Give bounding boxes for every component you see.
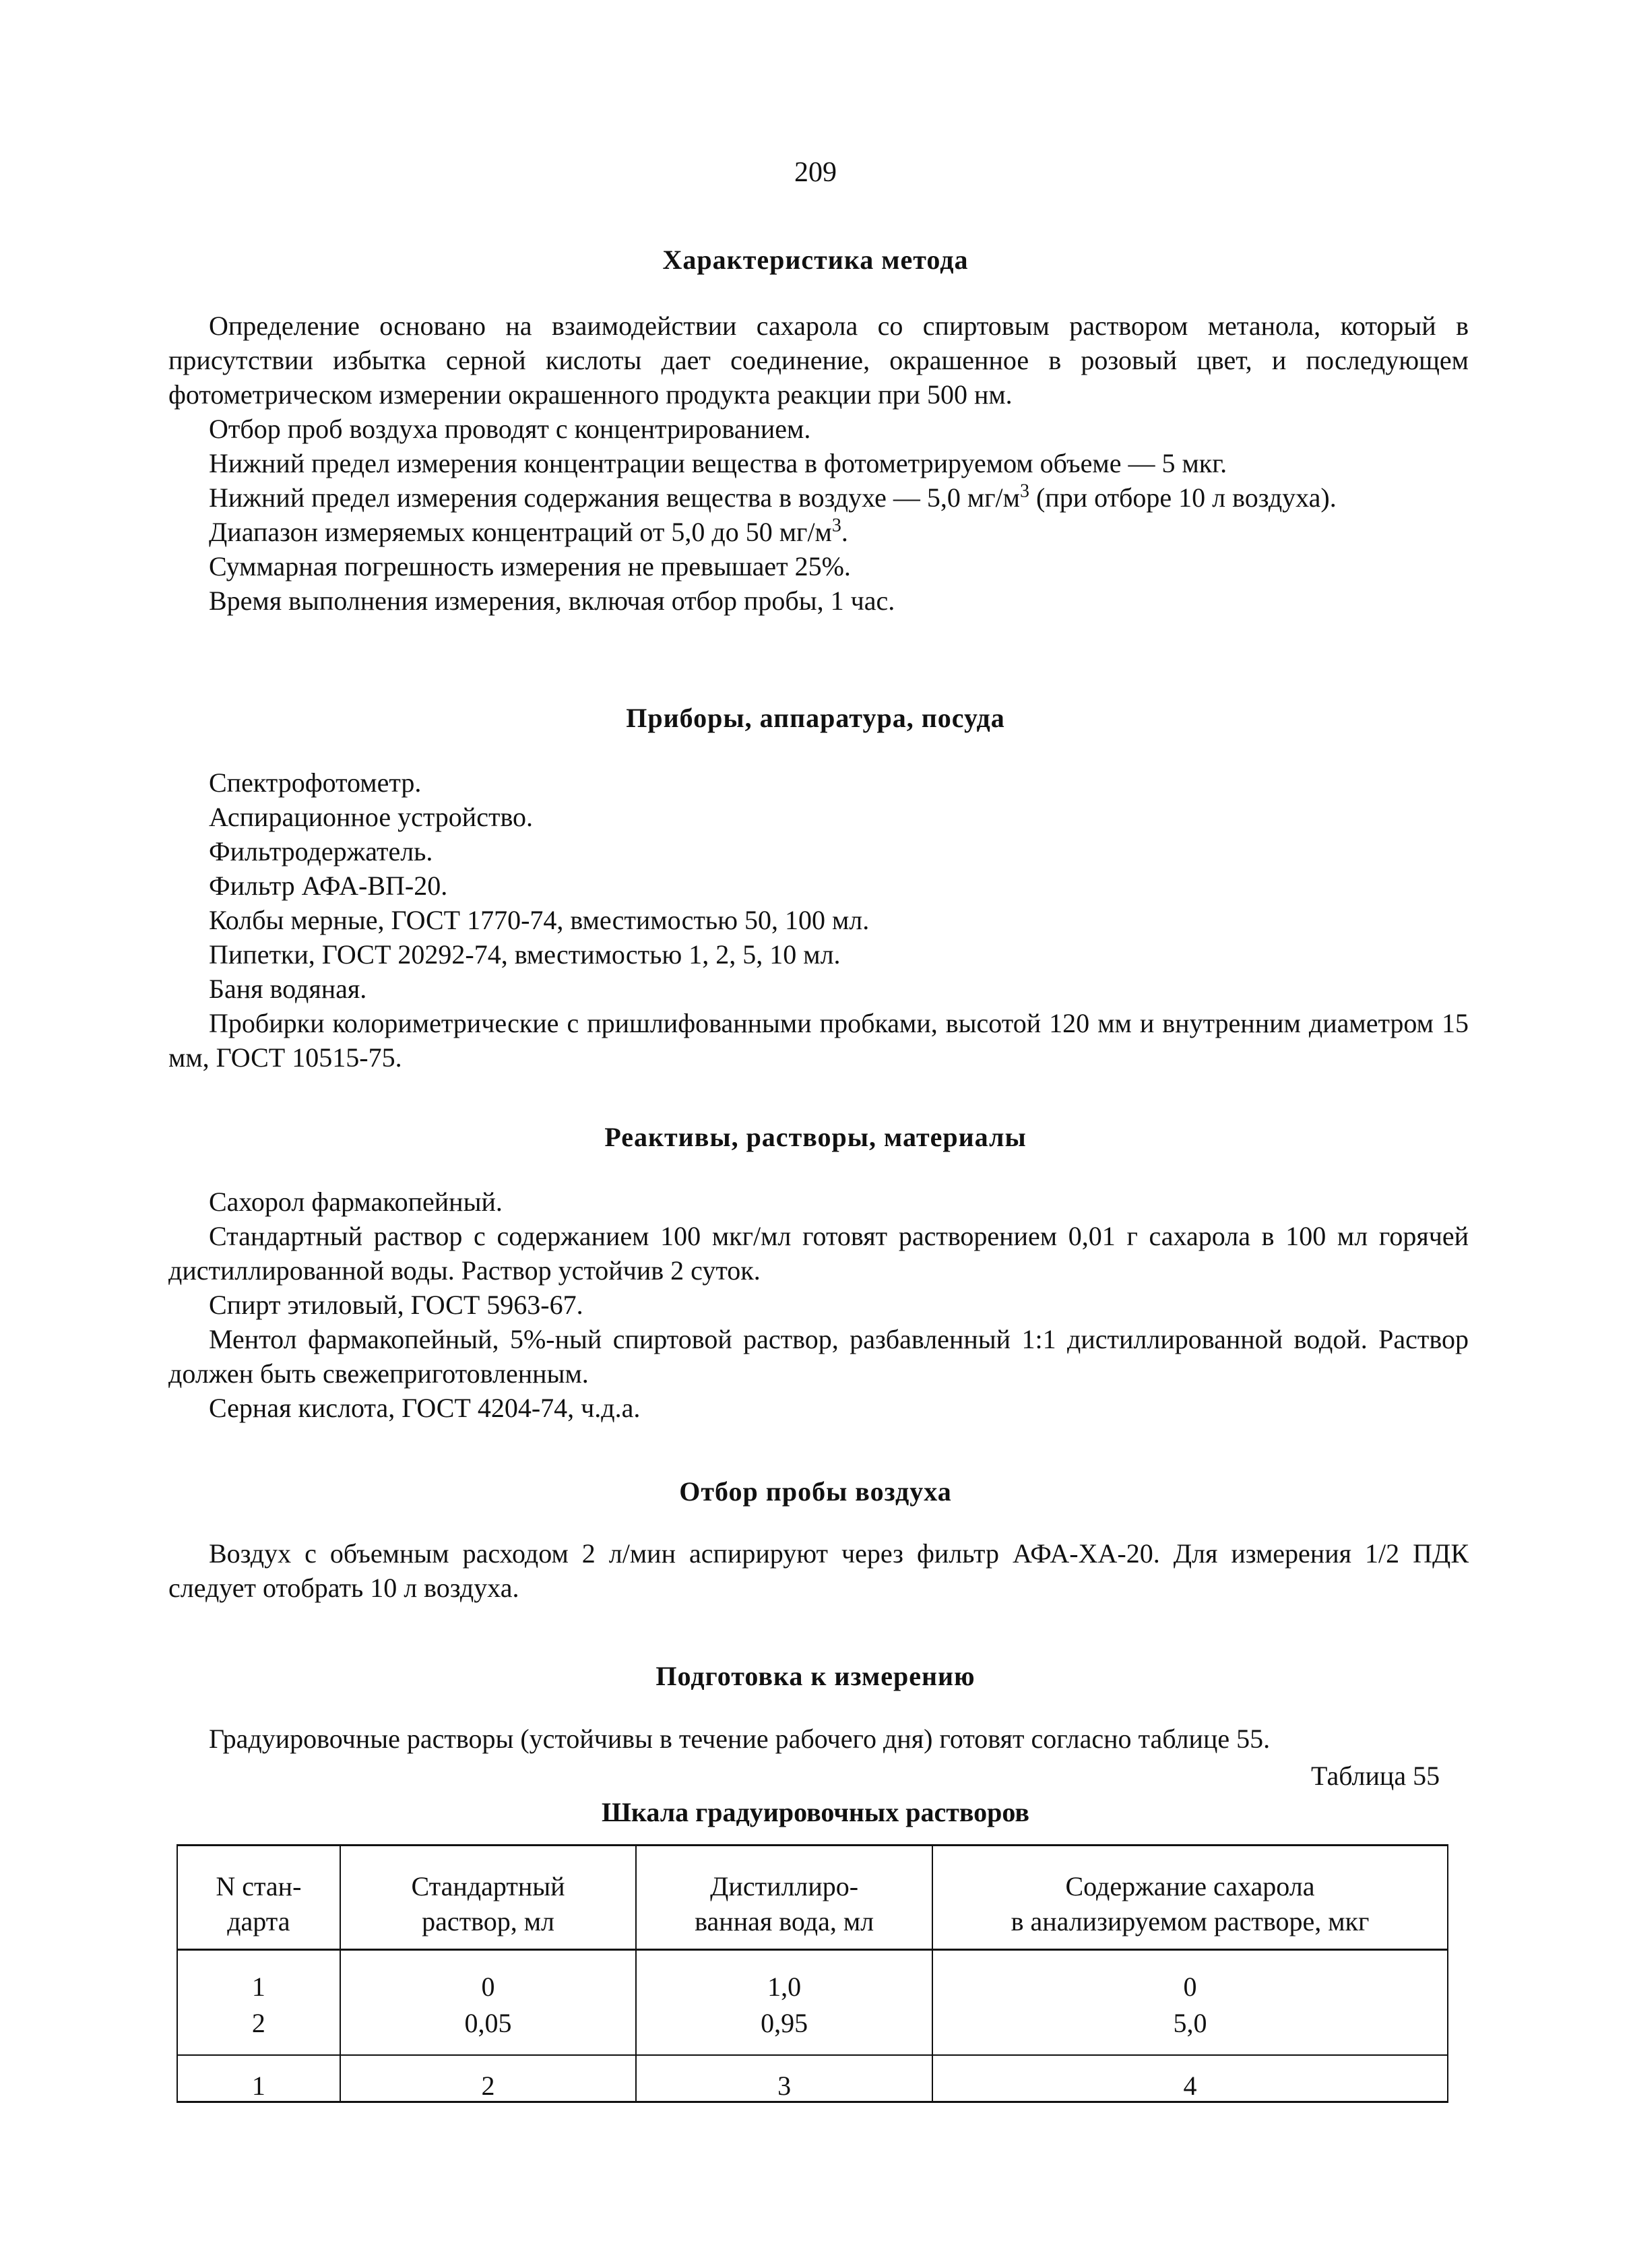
list-item: Пробирки колориметрические с пришлифованными пробками, высотой 120 мм и внутренним диаметром 15 мм, ГОСТ 10515-75. <box>168 1008 1469 1073</box>
paragraph: Воздух с объемным расходом 2 л/мин аспирируют через фильтр АФА-ХА-20. Для измерения 1/2 ПДК следует отобрать 10 л воздуха. <box>168 1538 1469 1603</box>
page-number: 209 <box>794 157 837 188</box>
table-caption: Таблица 55 <box>1311 1761 1440 1791</box>
list-item: Аспирационное устройство. <box>209 802 534 832</box>
list-item: Пипетки, ГОСТ 20292-74, вместимостью 1, 2, 5, 10 мл. <box>209 939 841 970</box>
reagents-list <box>168 1185 1469 1425</box>
header-sucrose-content: Содержание сахарола в анализируемом растворе, мкг <box>932 1846 1448 1950</box>
table-cell: 1,0 <box>636 1950 932 2006</box>
table-cell: 5,0 <box>932 2005 1448 2055</box>
superscript: 3 <box>831 515 841 536</box>
table-cell: 0,05 <box>340 2005 637 2055</box>
text: Нижний предел измерения содержания вещества в воздухе — 5,0 мг/м <box>209 482 1020 513</box>
list-item: Спирт этиловый, ГОСТ 5963-67. <box>209 1290 583 1320</box>
section-heading-equipment: Приборы, аппаратура, посуда <box>626 703 1005 733</box>
paragraph <box>168 515 1469 549</box>
superscript: 3 <box>1019 480 1029 502</box>
preparation-text <box>168 1722 1469 1756</box>
table-row <box>177 2005 1448 2055</box>
paragraph <box>168 480 1469 515</box>
table-cell: 0 <box>932 1950 1448 2006</box>
text: (при отборе 10 л воздуха). <box>1029 482 1337 513</box>
list-item: Ментол фармакопейный, 5%-ный спиртовой раствор, разбавленный 1:1 дистиллированной водой. Раствор должен быть свежеприготовленным. <box>168 1324 1469 1389</box>
paragraph: Нижний предел измерения концентрации вещества в фотометрируемом объеме — 5 мкг. <box>209 448 1227 478</box>
column-number: 3 <box>636 2055 932 2102</box>
table-cell: 2 <box>177 2005 340 2055</box>
column-number: 4 <box>932 2055 1448 2102</box>
column-number-row <box>177 2055 1448 2102</box>
list-item: Фильтр АФА-ВП-20. <box>209 871 448 901</box>
paragraph: Суммарная погрешность измерения не превышает 25%. <box>209 551 851 581</box>
section-heading-air-sampling: Отбор пробы воздуха <box>679 1476 952 1507</box>
list-item: Фильтродержатель. <box>209 836 433 867</box>
table-title: Шкала градуировочных растворов <box>601 1797 1030 1827</box>
table-cell: 0 <box>340 1950 637 2006</box>
table-row <box>177 1950 1448 2006</box>
method-description <box>168 309 1469 618</box>
header-distilled-water: Дистиллиро- ванная вода, мл <box>636 1846 932 1950</box>
air-sampling-text <box>168 1536 1469 1605</box>
table-header-row <box>177 1846 1448 1950</box>
table-cell: 1 <box>177 1950 340 2006</box>
text: . <box>841 517 848 547</box>
paragraph: Отбор проб воздуха проводят с концентрированием. <box>209 414 811 444</box>
list-item: Колбы мерные, ГОСТ 1770-74, вместимостью 50, 100 мл. <box>209 905 870 935</box>
list-item: Стандартный раствор с содержанием 100 мкг/мл готовят растворением 0,01 г сахарола в 100 мл горячей дистиллированной воды. Раствор устойчив 2 суток. <box>168 1221 1469 1286</box>
column-number: 1 <box>177 2055 340 2102</box>
list-item: Баня водяная. <box>209 974 367 1004</box>
list-item: Сахорол фармакопейный. <box>209 1187 503 1217</box>
section-heading-reagents: Реактивы, растворы, материалы <box>604 1122 1027 1152</box>
header-standard-number: N стан- дарта <box>177 1846 340 1950</box>
section-heading-method: Характеристика метода <box>662 245 969 275</box>
list-item: Серная кислота, ГОСТ 4204-74, ч.д.а. <box>209 1393 641 1423</box>
text: Диапазон измеряемых концентраций от 5,0 до 50 мг/м <box>209 517 832 547</box>
column-number: 2 <box>340 2055 637 2102</box>
section-heading-preparation: Подготовка к измерению <box>655 1661 976 1691</box>
header-standard-solution: Стандартный раствор, мл <box>340 1846 637 1950</box>
equipment-list <box>168 765 1469 1075</box>
paragraph: Определение основано на взаимодействии сахарола со спиртовым раствором метанола, который в присутствии избытка серной кислоты дает соединение, окрашенное в розовый цвет, и последующем фотометрическом измерении окрашенного продукта реакции при 500 нм. <box>168 311 1469 410</box>
calibration-table <box>177 1844 1448 2103</box>
paragraph: Время выполнения измерения, включая отбор пробы, 1 час. <box>209 586 895 616</box>
table-cell: 0,95 <box>636 2005 932 2055</box>
paragraph: Градуировочные растворы (устойчивы в течение рабочего дня) готовят согласно таблице 55. <box>209 1724 1271 1754</box>
list-item: Спектрофотометр. <box>209 767 422 798</box>
